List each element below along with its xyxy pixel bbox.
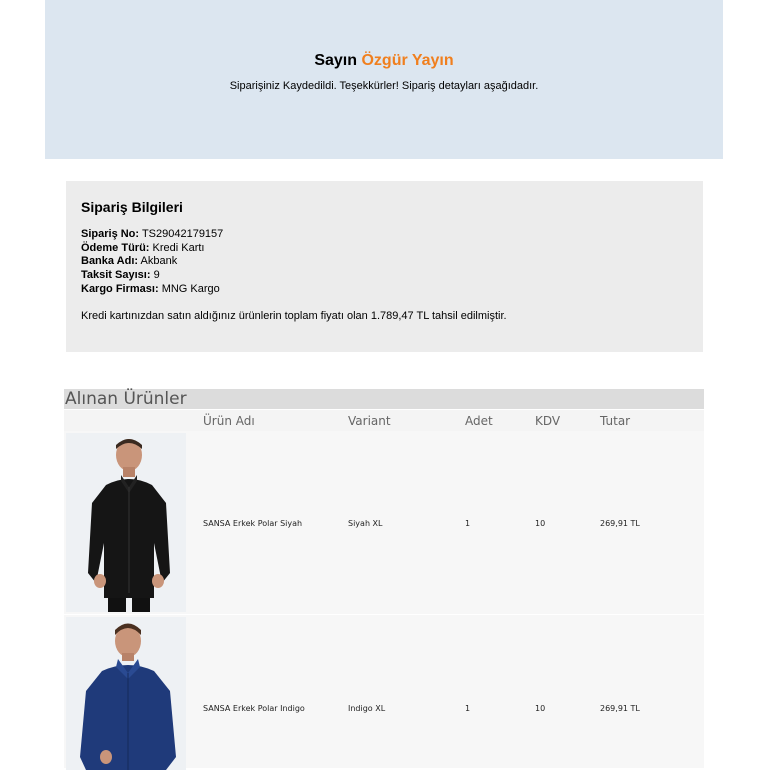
installment-count: 9 [153, 269, 160, 281]
salutation: Sayın [314, 52, 358, 69]
col-product-name: Ürün Adı [203, 414, 255, 428]
col-kdv: KDV [535, 414, 561, 428]
field-label: Kargo Firması: [81, 283, 159, 295]
product-total: 269,91 TL [600, 704, 640, 713]
product-total: 269,91 TL [600, 519, 640, 528]
product-qty: 1 [465, 704, 471, 713]
payment-type-row [81, 242, 204, 255]
col-variant: Variant [348, 414, 391, 428]
cargo-company: MNG Kargo [161, 283, 220, 295]
product-variant: Siyah XL [348, 519, 383, 528]
table-row [64, 431, 704, 614]
products-title-text: Alınan Ürünler [65, 389, 187, 409]
field-label: Sipariş No: [81, 228, 140, 240]
confirmation-message: Siparişiniz Kaydedildi. Teşekkürler! Sipariş detayları aşağıdadır. [229, 80, 539, 92]
field-label: Banka Adı: [81, 255, 139, 267]
black-fleece-jacket-icon [66, 433, 186, 612]
payment-type: Kredi Kartı [152, 242, 205, 254]
order-info-title: Sipariş Bilgileri [81, 199, 183, 215]
field-label: Ödeme Türü: [81, 242, 150, 254]
order-info-panel [66, 181, 703, 352]
order-number: TS29042179157 [141, 228, 224, 240]
product-image [66, 617, 186, 770]
col-qty: Adet [465, 414, 493, 428]
product-image [66, 433, 186, 612]
products-title [64, 389, 704, 409]
table-row [64, 615, 704, 768]
bank-name: Akbank [140, 255, 178, 267]
product-variant: Indigo XL [348, 704, 386, 713]
product-kdv: 10 [535, 519, 546, 528]
product-name: SANSA Erkek Polar Siyah [203, 519, 303, 528]
products-table-header [64, 410, 704, 431]
installment-row [81, 269, 160, 282]
indigo-fleece-jacket-icon [66, 617, 186, 770]
order-confirmation-header [45, 0, 723, 159]
field-label: Taksit Sayısı: [81, 269, 151, 281]
customer-name: Özgür Yayın [361, 52, 454, 69]
greeting [45, 52, 723, 70]
bank-name-row [81, 255, 177, 268]
cargo-company-row [81, 283, 220, 296]
col-total: Tutar [600, 414, 631, 428]
product-name: SANSA Erkek Polar Indigo [203, 704, 305, 713]
product-qty: 1 [465, 519, 471, 528]
order-number-row [81, 228, 223, 241]
payment-note: Kredi kartınızdan satın aldığınız ürünlerin toplam fiyatı olan 1.789,47 TL tahsil edilmiştir. [81, 310, 507, 322]
product-kdv: 10 [535, 704, 546, 713]
